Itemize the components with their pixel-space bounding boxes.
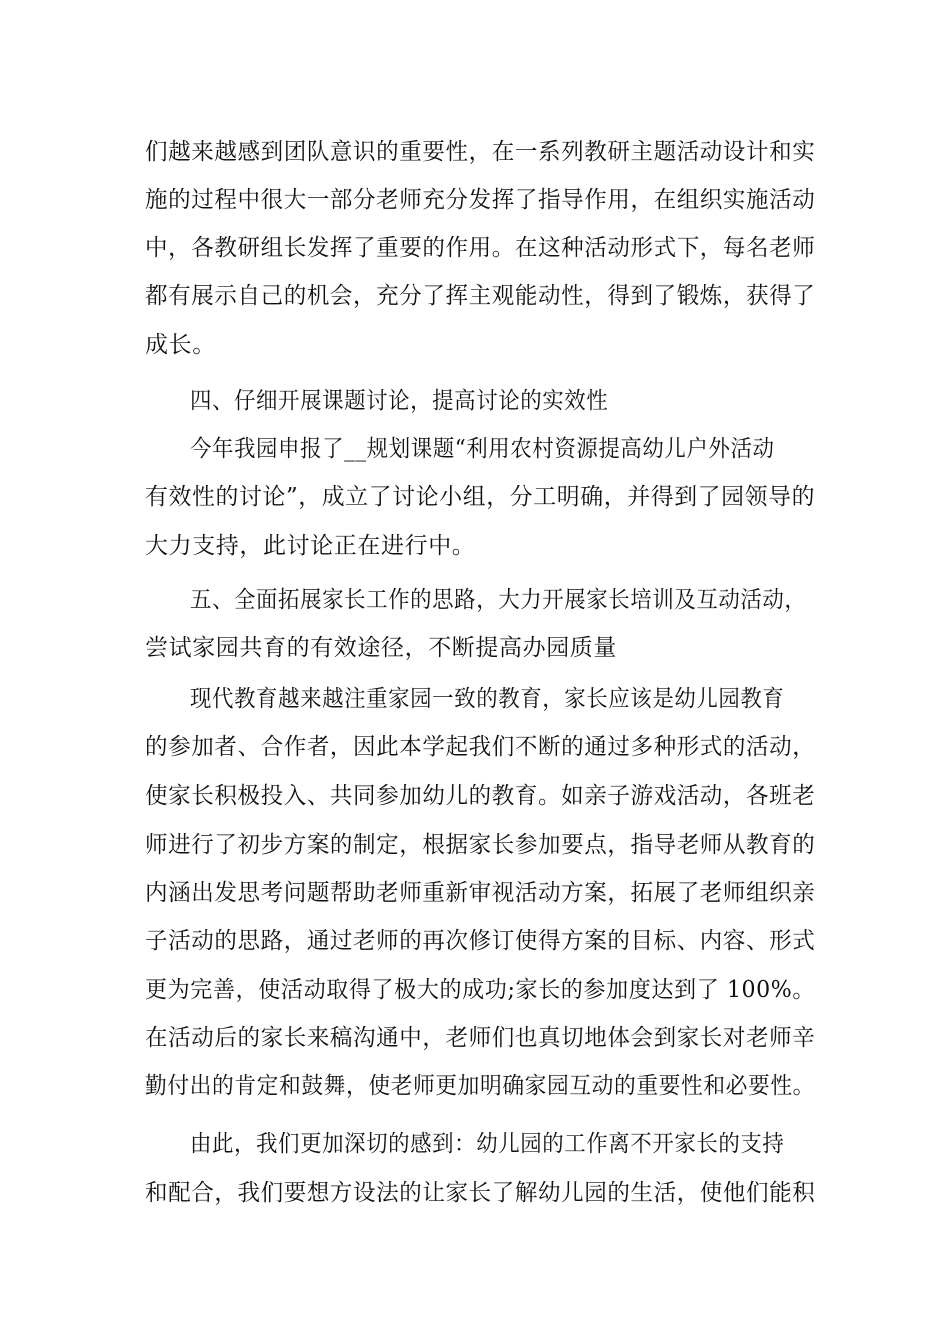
text-line: 子活动的思路，通过老师的再次修订使得方案的目标、内容、形式 [145,928,816,954]
text-line: 内涵出发思考问题帮助老师重新审视活动方案，拓展了老师组织亲 [145,880,816,906]
text-line: 和配合，我们要想方设法的让家长了解幼儿园的生活，使他们能积 [145,1180,816,1206]
text-line: 成长。 [145,332,216,358]
text-line: 在活动后的家长来稿沟通中，老师们也真切地体会到家长对老师辛 [145,1025,816,1051]
section-heading: 五、全面拓展家长工作的思路，大力开展家长培训及互动活动， [190,587,807,613]
text-line: 的参加者、合作者，因此本学起我们不断的通过多种形式的活动， [145,734,816,760]
text-line: 使家长积极投入、共同参加幼儿的教育。如亲子游戏活动，各班老 [145,783,816,809]
section-heading: 四、仔细开展课题讨论，提高讨论的实效性 [190,388,609,414]
text-line: 勤付出的肯定和鼓舞，使老师更加明确家园互动的重要性和必要性。 [145,1073,815,1099]
text-line: 今年我园申报了__规划课题“利用农村资源提高幼儿户外活动 [190,436,775,462]
text-line: 有效性的讨论”，成立了讨论小组，分工明确，并得到了园领导的 [145,484,816,510]
text-line: 师进行了初步方案的制定，根据家长参加要点，指导老师从教育的 [145,832,816,858]
text-line: 现代教育越来越注重家园一致的教育，家长应该是幼儿园教育 [190,686,785,712]
text-line: 都有展示自己的机会，充分了挥主观能动性，得到了锻炼，获得了 [145,283,816,309]
section-heading: 尝试家园共育的有效途径，不断提高办园质量 [145,635,617,661]
text-line: 更为完善，使活动取得了极大的成功;家长的参加度达到了 100%。 [145,977,816,1003]
text-line: 中，各教研组长发挥了重要的作用。在这种活动形式下，每名老师 [145,235,816,261]
text-line: 们越来越感到团队意识的重要性，在一系列教研主题活动设计和实 [145,139,816,165]
text-line: 由此，我们更加深切的感到：幼儿园的工作离不开家长的支持 [190,1131,785,1157]
text-line: 大力支持，此讨论正在进行中。 [145,533,476,559]
text-line: 施的过程中很大一部分老师充分发挥了指导作用，在组织实施活动 [145,187,816,213]
